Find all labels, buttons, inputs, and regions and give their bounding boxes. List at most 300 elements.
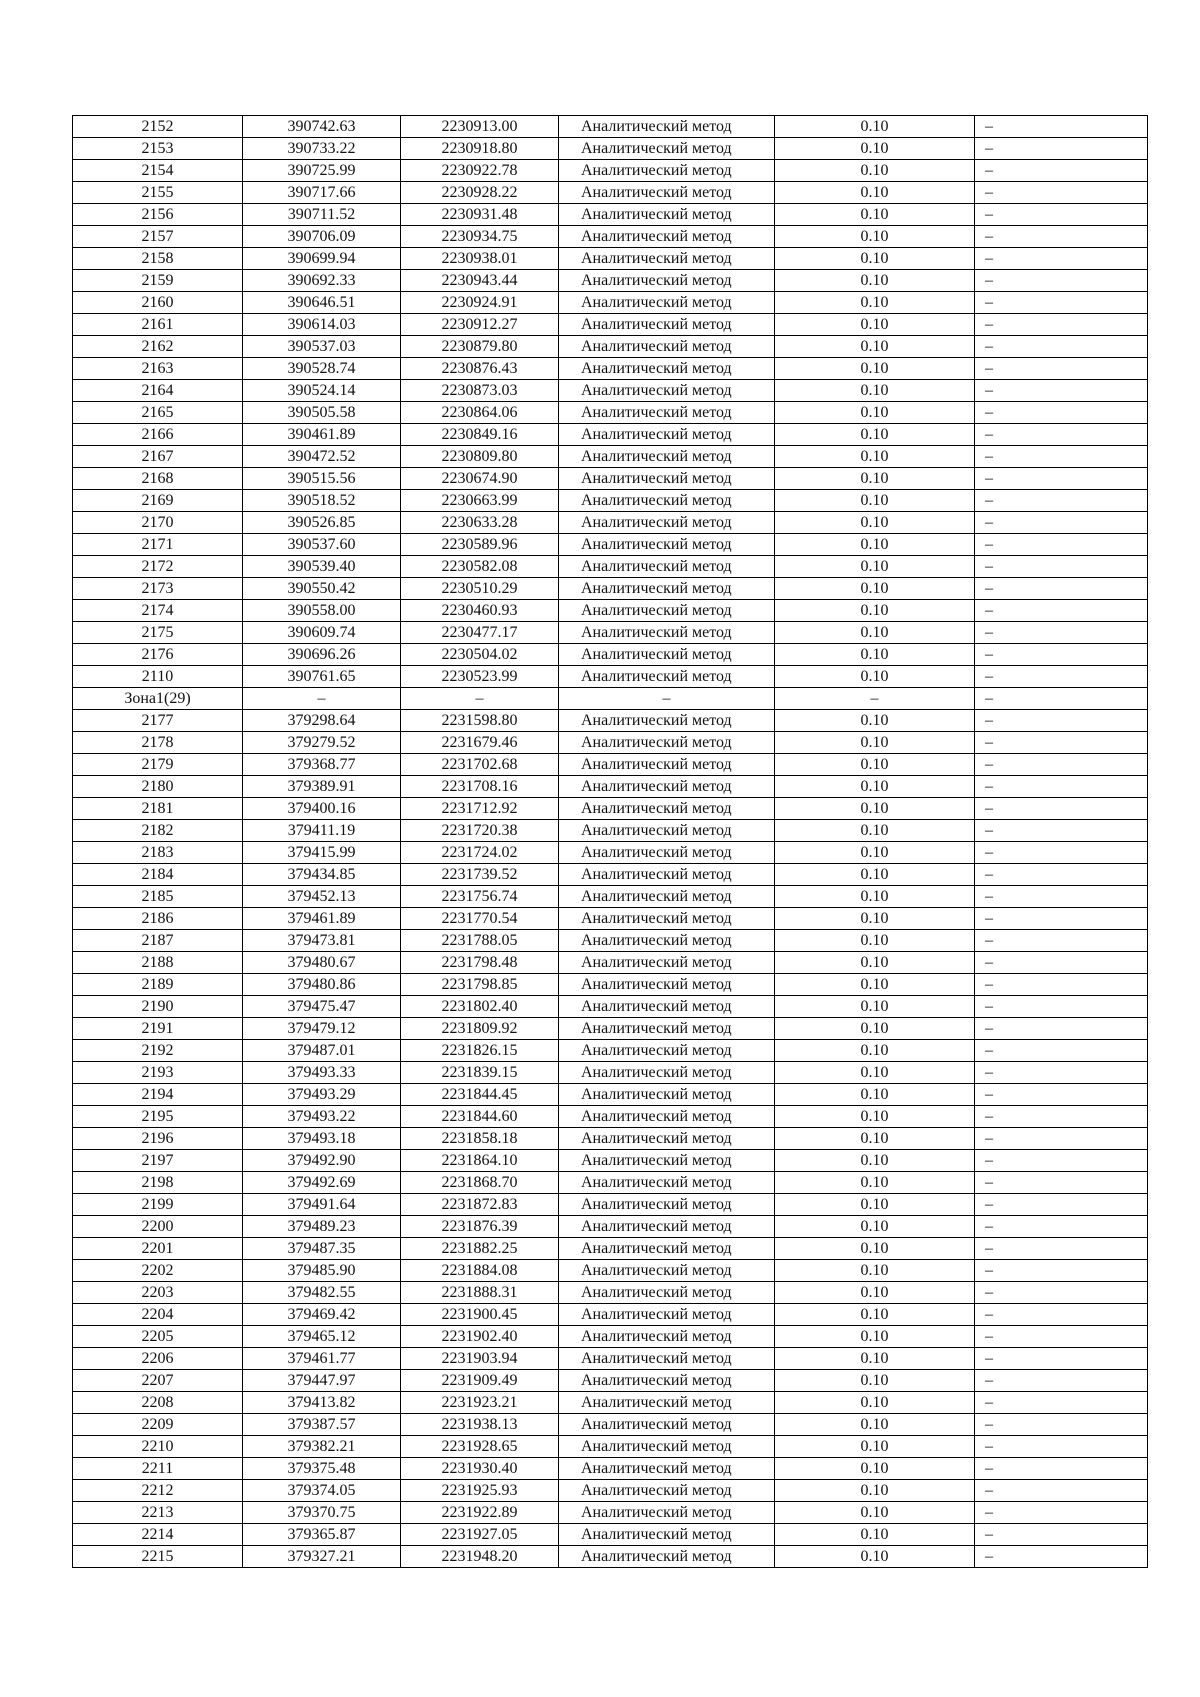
accuracy-cell: 0.10: [775, 1370, 975, 1392]
y-coordinate-cell: 2231598.80: [401, 710, 559, 732]
accuracy-cell: 0.10: [775, 534, 975, 556]
accuracy-cell: 0.10: [775, 1128, 975, 1150]
accuracy-cell: 0.10: [775, 1436, 975, 1458]
point-number-cell: 2212: [73, 1480, 243, 1502]
note-cell: –: [975, 732, 1148, 754]
point-number-cell: 2177: [73, 710, 243, 732]
accuracy-cell: 0.10: [775, 908, 975, 930]
method-cell: Аналитический метод: [559, 1282, 775, 1304]
note-cell: –: [975, 138, 1148, 160]
x-coordinate-cell: 390733.22: [243, 138, 401, 160]
note-cell: –: [975, 952, 1148, 974]
x-coordinate-cell: 379480.86: [243, 974, 401, 996]
y-coordinate-cell: 2231864.10: [401, 1150, 559, 1172]
note-cell: –: [975, 1062, 1148, 1084]
method-cell: Аналитический метод: [559, 138, 775, 160]
table-row: [73, 1524, 1148, 1546]
note-cell: –: [975, 292, 1148, 314]
method-cell: Аналитический метод: [559, 1084, 775, 1106]
accuracy-cell: 0.10: [775, 1084, 975, 1106]
x-coordinate-cell: 390614.03: [243, 314, 401, 336]
x-coordinate-cell: 390692.33: [243, 270, 401, 292]
x-coordinate-cell: 390524.14: [243, 380, 401, 402]
table-row: [73, 952, 1148, 974]
y-coordinate-cell: 2231888.31: [401, 1282, 559, 1304]
note-cell: –: [975, 1018, 1148, 1040]
note-cell: –: [975, 1392, 1148, 1414]
note-cell: –: [975, 1348, 1148, 1370]
note-cell: –: [975, 974, 1148, 996]
table-row: [73, 1040, 1148, 1062]
y-coordinate-cell: 2231876.39: [401, 1216, 559, 1238]
method-cell: Аналитический метод: [559, 292, 775, 314]
note-cell: –: [975, 1128, 1148, 1150]
accuracy-cell: 0.10: [775, 1392, 975, 1414]
y-coordinate-cell: 2230510.29: [401, 578, 559, 600]
method-cell: Аналитический метод: [559, 1172, 775, 1194]
method-cell: Аналитический метод: [559, 666, 775, 688]
method-cell: Аналитический метод: [559, 1304, 775, 1326]
accuracy-cell: 0.10: [775, 1238, 975, 1260]
accuracy-cell: 0.10: [775, 380, 975, 402]
accuracy-cell: 0.10: [775, 358, 975, 380]
table-row: [73, 1414, 1148, 1436]
x-coordinate-cell: 379491.64: [243, 1194, 401, 1216]
y-coordinate-cell: 2230924.91: [401, 292, 559, 314]
accuracy-cell: 0.10: [775, 402, 975, 424]
method-cell: Аналитический метод: [559, 446, 775, 468]
point-number-cell: 2188: [73, 952, 243, 974]
accuracy-cell: 0.10: [775, 1458, 975, 1480]
accuracy-cell: 0.10: [775, 578, 975, 600]
note-cell: –: [975, 644, 1148, 666]
x-coordinate-cell: 379370.75: [243, 1502, 401, 1524]
y-coordinate-cell: 2230912.27: [401, 314, 559, 336]
y-coordinate-cell: 2231868.70: [401, 1172, 559, 1194]
table-row: [73, 556, 1148, 578]
table-row: [73, 1502, 1148, 1524]
x-coordinate-cell: 379485.90: [243, 1260, 401, 1282]
table-row: [73, 446, 1148, 468]
x-coordinate-cell: 379479.12: [243, 1018, 401, 1040]
method-cell: Аналитический метод: [559, 1216, 775, 1238]
y-coordinate-cell: 2230864.06: [401, 402, 559, 424]
table-row: [73, 1062, 1148, 1084]
y-coordinate-cell: 2231802.40: [401, 996, 559, 1018]
y-coordinate-cell: 2230849.16: [401, 424, 559, 446]
point-number-cell: 2199: [73, 1194, 243, 1216]
table-row: [73, 1348, 1148, 1370]
table-row: [73, 1018, 1148, 1040]
point-number-cell: 2152: [73, 116, 243, 138]
note-cell: –: [975, 776, 1148, 798]
accuracy-cell: 0.10: [775, 1546, 975, 1568]
method-cell: Аналитический метод: [559, 402, 775, 424]
method-cell: Аналитический метод: [559, 908, 775, 930]
method-cell: Аналитический метод: [559, 1502, 775, 1524]
accuracy-cell: 0.10: [775, 116, 975, 138]
accuracy-cell: 0.10: [775, 820, 975, 842]
table-row: [73, 1392, 1148, 1414]
table-row: [73, 1260, 1148, 1282]
accuracy-cell: 0.10: [775, 248, 975, 270]
y-coordinate-cell: 2230876.43: [401, 358, 559, 380]
table-row: [73, 160, 1148, 182]
document-page: [72, 115, 1147, 1568]
table-row: [73, 1150, 1148, 1172]
note-cell: –: [975, 1040, 1148, 1062]
x-coordinate-cell: 390761.65: [243, 666, 401, 688]
x-coordinate-cell: 379465.12: [243, 1326, 401, 1348]
point-number-cell: 2173: [73, 578, 243, 600]
note-cell: –: [975, 512, 1148, 534]
x-coordinate-cell: 379365.87: [243, 1524, 401, 1546]
point-number-cell: 2182: [73, 820, 243, 842]
point-number-cell: 2164: [73, 380, 243, 402]
y-coordinate-cell: 2230663.99: [401, 490, 559, 512]
note-cell: –: [975, 358, 1148, 380]
accuracy-cell: 0.10: [775, 930, 975, 952]
x-coordinate-cell: 390537.60: [243, 534, 401, 556]
point-number-cell: 2195: [73, 1106, 243, 1128]
x-coordinate-cell: 390717.66: [243, 182, 401, 204]
accuracy-cell: 0.10: [775, 138, 975, 160]
accuracy-cell: –: [775, 688, 975, 710]
note-cell: –: [975, 908, 1148, 930]
x-coordinate-cell: 379493.22: [243, 1106, 401, 1128]
point-number-cell: 2198: [73, 1172, 243, 1194]
point-number-cell: 2162: [73, 336, 243, 358]
y-coordinate-cell: 2231938.13: [401, 1414, 559, 1436]
point-number-cell: 2208: [73, 1392, 243, 1414]
accuracy-cell: 0.10: [775, 1150, 975, 1172]
method-cell: Аналитический метод: [559, 732, 775, 754]
point-number-cell: 2187: [73, 930, 243, 952]
y-coordinate-cell: 2230879.80: [401, 336, 559, 358]
note-cell: –: [975, 622, 1148, 644]
note-cell: –: [975, 1238, 1148, 1260]
table-row: [73, 1128, 1148, 1150]
table-row: [73, 358, 1148, 380]
accuracy-cell: 0.10: [775, 1414, 975, 1436]
note-cell: –: [975, 1194, 1148, 1216]
x-coordinate-cell: 390539.40: [243, 556, 401, 578]
point-number-cell: 2190: [73, 996, 243, 1018]
note-cell: –: [975, 314, 1148, 336]
accuracy-cell: 0.10: [775, 754, 975, 776]
note-cell: –: [975, 270, 1148, 292]
x-coordinate-cell: 390699.94: [243, 248, 401, 270]
point-number-cell: 2203: [73, 1282, 243, 1304]
accuracy-cell: 0.10: [775, 864, 975, 886]
point-number-cell: 2205: [73, 1326, 243, 1348]
x-coordinate-cell: 390725.99: [243, 160, 401, 182]
accuracy-cell: 0.10: [775, 204, 975, 226]
note-cell: –: [975, 1260, 1148, 1282]
note-cell: –: [975, 402, 1148, 424]
method-cell: Аналитический метод: [559, 380, 775, 402]
y-coordinate-cell: 2231724.02: [401, 842, 559, 864]
note-cell: –: [975, 1282, 1148, 1304]
x-coordinate-cell: 390526.85: [243, 512, 401, 534]
table-row: [73, 842, 1148, 864]
point-number-cell: 2206: [73, 1348, 243, 1370]
note-cell: –: [975, 336, 1148, 358]
method-cell: Аналитический метод: [559, 1370, 775, 1392]
accuracy-cell: 0.10: [775, 1348, 975, 1370]
y-coordinate-cell: 2231930.40: [401, 1458, 559, 1480]
y-coordinate-cell: 2230922.78: [401, 160, 559, 182]
y-coordinate-cell: 2231902.40: [401, 1326, 559, 1348]
note-cell: –: [975, 490, 1148, 512]
table-row: [73, 908, 1148, 930]
x-coordinate-cell: 379473.81: [243, 930, 401, 952]
accuracy-cell: 0.10: [775, 336, 975, 358]
point-number-cell: 2163: [73, 358, 243, 380]
y-coordinate-cell: 2231720.38: [401, 820, 559, 842]
y-coordinate-cell: 2230589.96: [401, 534, 559, 556]
table-row: [73, 754, 1148, 776]
table-row: [73, 666, 1148, 688]
point-number-cell: 2184: [73, 864, 243, 886]
point-number-cell: 2158: [73, 248, 243, 270]
x-coordinate-cell: 379461.89: [243, 908, 401, 930]
y-coordinate-cell: 2231679.46: [401, 732, 559, 754]
y-coordinate-cell: 2231702.68: [401, 754, 559, 776]
table-row: [73, 1326, 1148, 1348]
accuracy-cell: 0.10: [775, 1018, 975, 1040]
accuracy-cell: 0.10: [775, 710, 975, 732]
table-row: [73, 116, 1148, 138]
method-cell: –: [559, 688, 775, 710]
note-cell: –: [975, 820, 1148, 842]
method-cell: Аналитический метод: [559, 182, 775, 204]
table-row: [73, 622, 1148, 644]
x-coordinate-cell: 379493.33: [243, 1062, 401, 1084]
note-cell: –: [975, 1084, 1148, 1106]
accuracy-cell: 0.10: [775, 446, 975, 468]
method-cell: Аналитический метод: [559, 512, 775, 534]
note-cell: –: [975, 424, 1148, 446]
point-number-cell: 2181: [73, 798, 243, 820]
point-number-cell: 2201: [73, 1238, 243, 1260]
method-cell: Аналитический метод: [559, 1546, 775, 1568]
method-cell: Аналитический метод: [559, 996, 775, 1018]
y-coordinate-cell: 2231925.93: [401, 1480, 559, 1502]
method-cell: Аналитический метод: [559, 534, 775, 556]
method-cell: Аналитический метод: [559, 600, 775, 622]
accuracy-cell: 0.10: [775, 842, 975, 864]
note-cell: –: [975, 446, 1148, 468]
x-coordinate-cell: 379475.47: [243, 996, 401, 1018]
y-coordinate-cell: 2231826.15: [401, 1040, 559, 1062]
table-row: [73, 1480, 1148, 1502]
table-row: [73, 380, 1148, 402]
accuracy-cell: 0.10: [775, 1502, 975, 1524]
x-coordinate-cell: 390515.56: [243, 468, 401, 490]
accuracy-cell: 0.10: [775, 974, 975, 996]
table-row: [73, 1084, 1148, 1106]
x-coordinate-cell: 379489.23: [243, 1216, 401, 1238]
table-row: [73, 732, 1148, 754]
point-number-cell: Зона1(29): [73, 688, 243, 710]
y-coordinate-cell: 2230943.44: [401, 270, 559, 292]
y-coordinate-cell: 2231844.45: [401, 1084, 559, 1106]
note-cell: –: [975, 710, 1148, 732]
x-coordinate-cell: 379480.67: [243, 952, 401, 974]
method-cell: Аналитический метод: [559, 270, 775, 292]
point-number-cell: 2172: [73, 556, 243, 578]
method-cell: Аналитический метод: [559, 1392, 775, 1414]
y-coordinate-cell: 2230913.00: [401, 116, 559, 138]
y-coordinate-cell: 2231708.16: [401, 776, 559, 798]
x-coordinate-cell: 379374.05: [243, 1480, 401, 1502]
x-coordinate-cell: 390550.42: [243, 578, 401, 600]
table-row: [73, 1370, 1148, 1392]
point-number-cell: 2110: [73, 666, 243, 688]
table-row: [73, 1546, 1148, 1568]
x-coordinate-cell: 390742.63: [243, 116, 401, 138]
y-coordinate-cell: 2231739.52: [401, 864, 559, 886]
y-coordinate-cell: 2230460.93: [401, 600, 559, 622]
accuracy-cell: 0.10: [775, 1172, 975, 1194]
table-row: [73, 336, 1148, 358]
note-cell: –: [975, 798, 1148, 820]
point-number-cell: 2156: [73, 204, 243, 226]
method-cell: Аналитический метод: [559, 1480, 775, 1502]
accuracy-cell: 0.10: [775, 226, 975, 248]
x-coordinate-cell: 379493.29: [243, 1084, 401, 1106]
note-cell: –: [975, 688, 1148, 710]
table-row: [73, 578, 1148, 600]
method-cell: Аналитический метод: [559, 1348, 775, 1370]
y-coordinate-cell: 2230918.80: [401, 138, 559, 160]
x-coordinate-cell: 390528.74: [243, 358, 401, 380]
table-row: [73, 864, 1148, 886]
note-cell: –: [975, 666, 1148, 688]
table-row: [73, 138, 1148, 160]
accuracy-cell: 0.10: [775, 600, 975, 622]
y-coordinate-cell: 2231928.65: [401, 1436, 559, 1458]
x-coordinate-cell: 390518.52: [243, 490, 401, 512]
y-coordinate-cell: 2231948.20: [401, 1546, 559, 1568]
x-coordinate-cell: 390609.74: [243, 622, 401, 644]
y-coordinate-cell: 2231923.21: [401, 1392, 559, 1414]
table-row: [73, 710, 1148, 732]
note-cell: –: [975, 578, 1148, 600]
table-row: [73, 468, 1148, 490]
point-number-cell: 2171: [73, 534, 243, 556]
y-coordinate-cell: 2231927.05: [401, 1524, 559, 1546]
accuracy-cell: 0.10: [775, 1326, 975, 1348]
accuracy-cell: 0.10: [775, 468, 975, 490]
x-coordinate-cell: 379279.52: [243, 732, 401, 754]
note-cell: –: [975, 1172, 1148, 1194]
method-cell: Аналитический метод: [559, 1260, 775, 1282]
point-number-cell: 2213: [73, 1502, 243, 1524]
note-cell: –: [975, 1326, 1148, 1348]
x-coordinate-cell: 379327.21: [243, 1546, 401, 1568]
table-row: [73, 226, 1148, 248]
method-cell: Аналитический метод: [559, 864, 775, 886]
method-cell: Аналитический метод: [559, 578, 775, 600]
note-cell: –: [975, 864, 1148, 886]
point-number-cell: 2159: [73, 270, 243, 292]
method-cell: Аналитический метод: [559, 1040, 775, 1062]
point-number-cell: 2155: [73, 182, 243, 204]
method-cell: Аналитический метод: [559, 490, 775, 512]
x-coordinate-cell: 390711.52: [243, 204, 401, 226]
point-number-cell: 2166: [73, 424, 243, 446]
note-cell: –: [975, 1216, 1148, 1238]
method-cell: Аналитический метод: [559, 468, 775, 490]
accuracy-cell: 0.10: [775, 886, 975, 908]
accuracy-cell: 0.10: [775, 996, 975, 1018]
y-coordinate-cell: 2231798.48: [401, 952, 559, 974]
table-row: [73, 1216, 1148, 1238]
method-cell: Аналитический метод: [559, 1128, 775, 1150]
point-number-cell: 2207: [73, 1370, 243, 1392]
table-row: [73, 1238, 1148, 1260]
method-cell: Аналитический метод: [559, 248, 775, 270]
accuracy-cell: 0.10: [775, 1040, 975, 1062]
point-number-cell: 2202: [73, 1260, 243, 1282]
point-number-cell: 2170: [73, 512, 243, 534]
x-coordinate-cell: 390461.89: [243, 424, 401, 446]
y-coordinate-cell: 2231900.45: [401, 1304, 559, 1326]
accuracy-cell: 0.10: [775, 732, 975, 754]
table-row: [73, 886, 1148, 908]
y-coordinate-cell: 2231788.05: [401, 930, 559, 952]
table-row: [73, 1458, 1148, 1480]
table-row: [73, 512, 1148, 534]
method-cell: Аналитический метод: [559, 204, 775, 226]
point-number-cell: 2183: [73, 842, 243, 864]
table-row: [73, 798, 1148, 820]
accuracy-cell: 0.10: [775, 270, 975, 292]
accuracy-cell: 0.10: [775, 1260, 975, 1282]
note-cell: –: [975, 1370, 1148, 1392]
y-coordinate-cell: 2230873.03: [401, 380, 559, 402]
accuracy-cell: 0.10: [775, 512, 975, 534]
y-coordinate-cell: –: [401, 688, 559, 710]
point-number-cell: 2175: [73, 622, 243, 644]
accuracy-cell: 0.10: [775, 1106, 975, 1128]
accuracy-cell: 0.10: [775, 1194, 975, 1216]
point-number-cell: 2197: [73, 1150, 243, 1172]
point-number-cell: 2153: [73, 138, 243, 160]
point-number-cell: 2157: [73, 226, 243, 248]
table-row: [73, 820, 1148, 842]
note-cell: –: [975, 248, 1148, 270]
y-coordinate-cell: 2230938.01: [401, 248, 559, 270]
table-row: [73, 204, 1148, 226]
note-cell: –: [975, 468, 1148, 490]
accuracy-cell: 0.10: [775, 490, 975, 512]
note-cell: –: [975, 1304, 1148, 1326]
accuracy-cell: 0.10: [775, 622, 975, 644]
table-row: [73, 974, 1148, 996]
note-cell: –: [975, 1150, 1148, 1172]
method-cell: Аналитический метод: [559, 424, 775, 446]
point-number-cell: 2161: [73, 314, 243, 336]
table-row: [73, 1304, 1148, 1326]
y-coordinate-cell: 2230674.90: [401, 468, 559, 490]
point-number-cell: 2209: [73, 1414, 243, 1436]
table-row: [73, 600, 1148, 622]
method-cell: Аналитический метод: [559, 556, 775, 578]
point-number-cell: 2211: [73, 1458, 243, 1480]
